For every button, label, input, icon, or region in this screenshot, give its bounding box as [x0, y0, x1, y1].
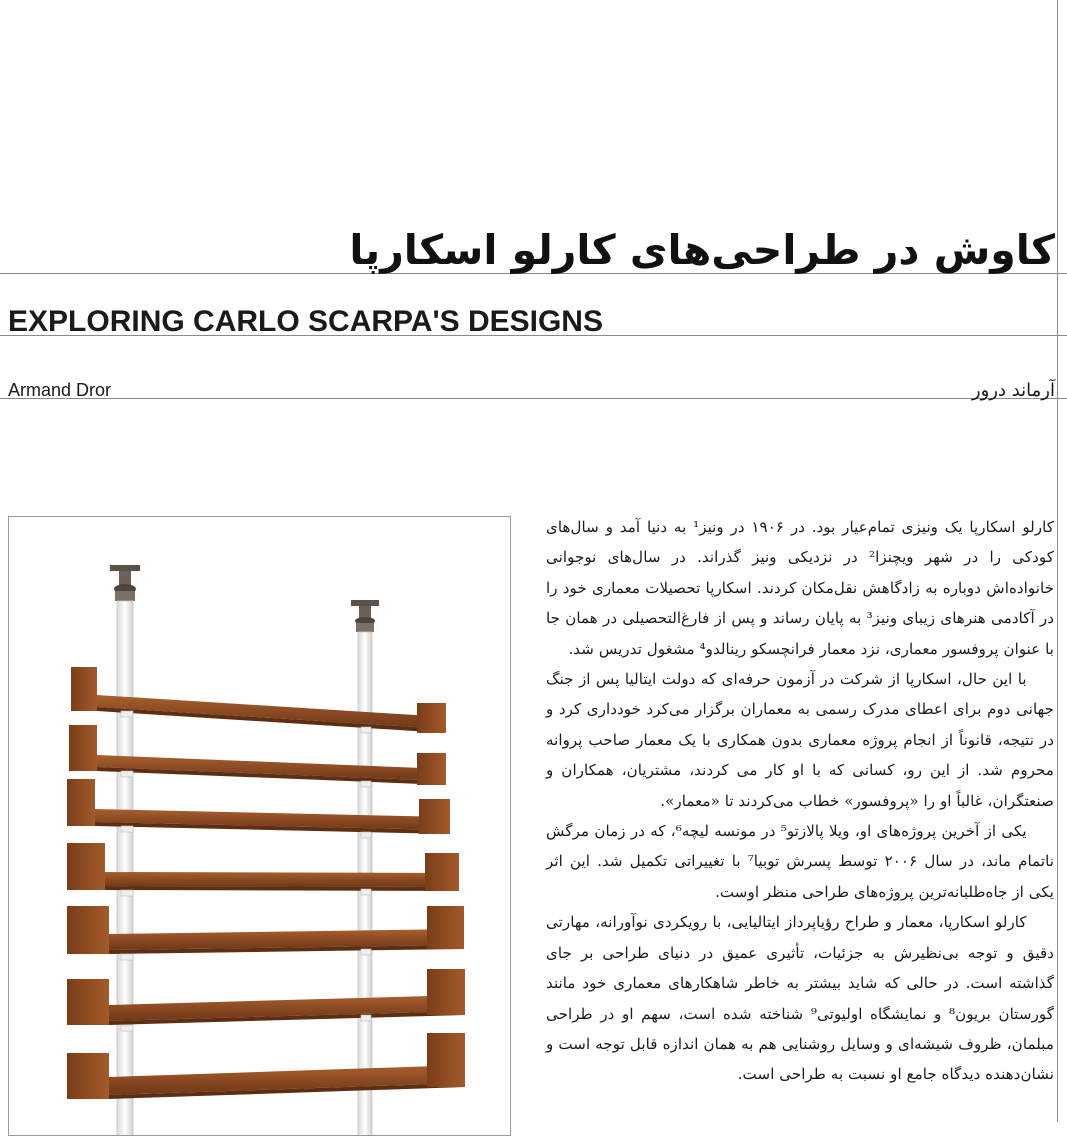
body-paragraph-4: کارلو اسکارپا، معمار و طراح رؤیاپرداز ایتالیایی، با رویکردی نوآورانه، مهارتی دقیق و توجه بی‌نظیرش به جزئیات، تأثیری عمیق در دنیای طراحی بر جای گذاشته است. در حالی که شاید بیشتر به خاطر شاهکارهای معماری خود مانند گورستان بریون⁸ و نمایشگاه اولیوتی⁹ شناخته شده است، سهم او در طراحی مبلمان، ظروف شیشه‌ای و وسایل روشنایی هم به همان اندازه قابل توجه است و نشان‌دهنده دیدگاه جامع او نسبت به طراحی است. [546, 913, 1054, 1084]
body-paragraph-1: کارلو اسکارپا یک ونیزی تمام‌عیار بود. در ۱۹۰۶ در ونیز¹ به دنیا آمد و سال‌های کودکی را در شهر ویچنزا² در نزدیکی ونیز گذراند. در سال‌های نوجوانی خانواده‌اش دوباره به زادگاهش نقل‌مکان کردند. اسکارپا تحصیلات معماری خود را در آکادمی هنرهای زیبای ونیز³ به پایان رساند و پس از فارغ‌التحصیلی در همان جا با عنوان پروفسور معماری، نزد معمار فرانچسکو رینالدو⁴ مشغول تدریس شد. [546, 518, 1055, 658]
pole-cap-left [110, 565, 140, 601]
article-title-fa: کاوش در طراحی‌های کارلو اسکارپا [349, 226, 1055, 274]
article-title-en: EXPLORING CARLO SCARPA'S DESIGNS [8, 305, 603, 338]
author-name-fa: آرماند درور [971, 380, 1055, 401]
right-margin-line [1057, 0, 1058, 1122]
author-name-en: Armand Dror [8, 380, 112, 400]
article-body [546, 512, 1054, 1090]
pole-left [117, 601, 133, 1136]
body-paragraph-3: یکی از آخرین پروژه‌های او، ویلا پالازتو⁵ در مونسه لیچه⁶، که در زمان مرگش ناتمام ماند، در سال ۲۰۰۶ توسط پسرش توبیا⁷ با تغییراتی تکمیل شد. این اثر یکی از جاه‌طلبانه‌ترین پروژه‌های طراحی منظر اوست. [546, 822, 1054, 901]
rule-line-author [0, 398, 1067, 399]
shelving-unit-figure [8, 516, 511, 1136]
shelving-unit-photo [9, 517, 511, 1136]
body-paragraph-2: با این حال، اسکارپا از شرکت در آزمون حرفه‌ای که دولت ایتالیا پس از جنگ جهانی دوم برای اعطای مدرک رسمی به معماران برگزار می‌کرد خودداری کرد و در نتیجه، قانوناً از انجام پروژه معماری بدون همکاری با یک معمار صاحب پروانه محروم شد. از این رو، کسانی که با او کار می کردند، مشتریان، همکاران و صنعتگران، غالباً او را «پروفسور» خطاب می‌کردند تا «معمار». [546, 670, 1054, 810]
pole-cap-right [351, 600, 379, 632]
